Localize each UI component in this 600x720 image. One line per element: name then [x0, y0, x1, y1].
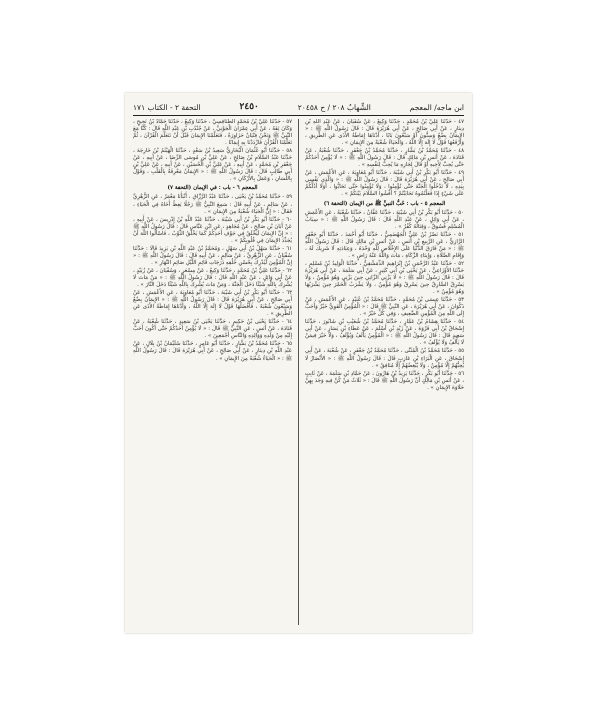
- hadith-paragraph: ٤٩ - حَدَّثَنَا أَبُو بَكْرِ بْنُ أَبِي شَيْبَةَ ، حَدَّثَنَا أَبُو مُعَاوِيَةَ ، عَنِ الأَعْمَشِ ، عَنْ أَبِي صَالِحٍ ، عَنْ أَبِي هُرَيْرَةَ قَالَ : قَالَ رَسُولُ اللَّهِ ﷺ : « وَالَّذِي نَفْسِي بِيَدِهِ ، لَا تَدْخُلُوا الْجَنَّةَ حَتَّى تُؤْمِنُوا ، وَلَا تُؤْمِنُوا حَتَّى تَحَابُّوا ، أَوَلَا أَدُلُّكُمْ عَلَى شَيْءٍ إِذَا فَعَلْتُمُوهُ تَحَابَبْتُمْ ؟ أَفْشُوا السَّلَامَ بَيْنَكُمْ » .: [305, 170, 464, 198]
- hadith-paragraph: ٦٢ - حَدَّثَنَا عَلِيُّ بْنُ مُحَمَّدٍ ، حَدَّثَنَا وَكِيعٌ ، عَنْ مِسْعَرٍ ، وَسُفْيَانَ ، عَنْ زُبَيْدٍ ، عَنْ أَبِي وَائِلٍ ، عَنْ عَبْدِ اللَّهِ قَالَ : قَالَ رَسُولُ اللَّهِ ﷺ : « مَنْ مَاتَ لَا يُشْرِكُ بِاللَّهِ شَيْئًا دَخَلَ الْجَنَّةَ ، وَمَنْ مَاتَ يُشْرِكُ بِاللَّهِ شَيْئًا دَخَلَ النَّارَ » .: [133, 267, 292, 289]
- hadith-paragraph: ٦٤ - حَدَّثَنَا يَحْيَى بْنُ حَكِيمٍ ، حَدَّثَنَا يَحْيَى بْنُ سَعِيدٍ ، حَدَّثَنَا شُعْبَةُ ، عَنْ قَتَادَةَ ، عَنْ أَنَسٍ ، عَنِ النَّبِيِّ ﷺ قَالَ : « لَا يُؤْمِنُ أَحَدُكُمْ حَتَّى أَكُونَ أَحَبَّ إِلَيْهِ مِنْ وَلَدِهِ وَوَالِدِهِ وَالنَّاسِ أَجْمَعِينَ » .: [133, 319, 292, 340]
- section-heading: المعجم ٥ - باب : حُبُّ النبيِّ ﷺ من الإيمان (التحفة ٦): [323, 200, 446, 207]
- page-number: ٢٤٥٠: [239, 102, 259, 112]
- book-page: [125, 93, 472, 633]
- hadith-paragraph: ٤٧ - حَدَّثَنَا عَلِيُّ بْنُ مُحَمَّدٍ ، حَدَّثَنَا وَكِيعٌ ، عَنْ سُفْيَانَ ، عَنْ عَبْدِ اللَّهِ بْنِ دِينَارٍ ، عَنْ أَبِي صَالِحٍ ، عَنْ أَبِي هُرَيْرَةَ قَالَ : قَالَ رَسُولُ اللَّهِ ﷺ : « الإِيمَانُ بِضْعٌ وَسِتُّونَ أَوْ سَبْعُونَ بَابًا ، أَدْنَاهَا إِمَاطَةُ الأَذَى عَنِ الطَّرِيقِ ، وَأَرْفَعُهَا قَوْلُ لَا إِلَهَ إِلَّا اللَّهُ ، وَالْحَيَاءُ شُعْبَةٌ مِنَ الإِيمَانِ » .: [305, 119, 464, 147]
- hadith-paragraph: ٥٠ - حَدَّثَنَا أَبُو بَكْرِ بْنُ أَبِي شَيْبَةَ ، حَدَّثَنَا عَفَّانُ ، حَدَّثَنَا شُعْبَةُ ، عَنِ الأَعْمَشِ ، عَنْ أَبِي وَائِلٍ ، عَنْ عَبْدِ اللَّهِ قَالَ : قَالَ رَسُولُ اللَّهِ ﷺ : « سِبَابُ الْمُسْلِمِ فُسُوقٌ ، وَقِتَالُهُ كُفْرٌ » .: [305, 209, 464, 230]
- hadith-paragraph: ٥١ - حَدَّثَنَا نَصْرُ بْنُ عَلِيٍّ الْجَهْضَمِيُّ ، حَدَّثَنَا أَبُو أَحْمَدَ ، حَدَّثَنَا أَبُو جَعْفَرٍ الرَّازِيُّ ، عَنِ الرَّبِيعِ بْنِ أَنَسٍ ، عَنْ أَنَسِ بْنِ مَالِكٍ قَالَ : قَالَ رَسُولُ اللَّهِ ﷺ : « مَنْ فَارَقَ الدُّنْيَا عَلَى الإِخْلَاصِ لِلَّهِ وَحْدَهُ ، وَعِبَادَتِهِ لَا شَرِيكَ لَهُ ، وَإِقَامِ الصَّلَاةِ ، وَإِيتَاءِ الزَّكَاةِ ، مَاتَ وَاللَّهُ عَنْهُ رَاضٍ » .: [305, 231, 464, 259]
- column-divider: [298, 119, 299, 625]
- text-columns: [133, 119, 464, 625]
- left-column: [133, 119, 292, 625]
- header-right-text: ابن ماجه/ المعجم: [409, 102, 464, 112]
- header-center-text: الشِّهابُ ٢٠٨ / ح ٢٠٤٥٨: [297, 102, 371, 112]
- hadith-paragraph: ٥٢ - حَدَّثَنَا عَبْدُ الرَّحْمَنِ بْنُ إِبْرَاهِيمَ الدِّمَشْقِيُّ ، حَدَّثَنَا الْوَلِيدُ بْنُ مُسْلِمٍ ، حَدَّثَنَا الأَوْزَاعِيُّ ، عَنْ يَحْيَى بْنِ أَبِي كَثِيرٍ ، عَنْ أَبِي سَلَمَةَ ، عَنْ أَبِي هُرَيْرَةَ قَالَ : قَالَ رَسُولُ اللَّهِ ﷺ : « لَا يَزْنِي الزَّانِي حِينَ يَزْنِي وَهُوَ مُؤْمِنٌ ، وَلَا يَسْرِقُ السَّارِقُ حِينَ يَسْرِقُ وَهُوَ مُؤْمِنٌ ، وَلَا يَشْرَبُ الْخَمْرَ حِينَ يَشْرَبُهَا وَهُوَ مُؤْمِنٌ » .: [305, 260, 464, 296]
- hadith-paragraph: ٥٧ - حَدَّثَنَا عَلِيُّ بْنُ مُحَمَّدٍ الطَّنَافِسِيُّ ، حَدَّثَنَا وَكِيعٌ ، حَدَّثَنَا حَمَّادُ بْنُ نَجِيحٍ ، وَكَانَ ثِقَةً ، عَنْ أَبِي عِمْرَانَ الْجَوْنِيِّ ، عَنْ جُنْدُبِ بْنِ عَبْدِ اللَّهِ قَالَ : كُنَّا مَعَ النَّبِيِّ ﷺ وَنَحْنُ فِتْيَانٌ حَزَاوِرَةٌ ، فَتَعَلَّمْنَا الإِيمَانَ قَبْلَ أَنْ نَتَعَلَّمَ الْقُرْآنَ ، ثُمَّ تَعَلَّمْنَا الْقُرْآنَ فَازْدَدْنَا بِهِ إِيمَانًا .: [133, 119, 292, 147]
- hadith-paragraph: ٥٩ - حَدَّثَنَا مُحَمَّدُ بْنُ يَحْيَى ، حَدَّثَنَا عَبْدُ الرَّزَّاقِ ، أَنْبَأَنَا مَعْمَرٌ ، عَنِ الزُّهْرِيِّ ، عَنْ سَالِمٍ ، عَنْ أَبِيهِ قَالَ : سَمِعَ النَّبِيُّ ﷺ رَجُلًا يَعِظُ أَخَاهُ فِي الْحَيَاءِ ، فَقَالَ : « إِنَّ الْحَيَاءَ شُعْبَةٌ مِنَ الإِيمَانِ » .: [133, 194, 292, 215]
- section-heading: المعجم ٦ - باب : في الإيمان (التحفة ٧): [167, 185, 258, 192]
- hadith-paragraph: ٥٦ - حَدَّثَنَا أَبُو بَكْرٍ ، حَدَّثَنَا يَزِيدُ بْنُ هَارُونَ ، عَنْ حَمَّادِ بْنِ سَلَمَةَ ، عَنْ ثَابِتٍ ، عَنْ أَنَسِ بْنِ مَالِكٍ أَنَّ رَسُولَ اللَّهِ ﷺ قَالَ : « ثَلَاثٌ مَنْ كُنَّ فِيهِ وَجَدَ بِهِنَّ حَلَاوَةَ الإِيمَانِ » .: [305, 370, 464, 391]
- hadith-paragraph: ٥٣ - حَدَّثَنَا عِيسَى بْنُ مُحَمَّدٍ ، حَدَّثَنَا مُحَمَّدُ بْنُ عُبَيْدٍ ، عَنِ الأَعْمَشِ ، عَنْ ذَكْوَانَ ، عَنْ أَبِي هُرَيْرَةَ ، عَنِ النَّبِيِّ ﷺ قَالَ : « الْمُؤْمِنُ الْقَوِيُّ خَيْرٌ وَأَحَبُّ إِلَى اللَّهِ مِنَ الْمُؤْمِنِ الضَّعِيفِ ، وَفِي كُلٍّ خَيْرٌ » .: [305, 297, 464, 318]
- page-header: [133, 99, 464, 116]
- hadith-paragraph: ٦٠ - حَدَّثَنَا أَبُو بَكْرِ بْنُ أَبِي شَيْبَةَ ، حَدَّثَنَا عَبْدُ اللَّهِ بْنُ إِدْرِيسَ ، عَنْ أَبِيهِ ، عَنْ أَبَانَ بْنِ صَالِحٍ ، عَنْ مُجَاهِدٍ ، عَنِ ابْنِ عَبَّاسٍ قَالَ : قَالَ رَسُولُ اللَّهِ ﷺ : « إِنَّ الإِيمَانَ لَيَخْلَقُ فِي جَوْفِ أَحَدِكُمْ كَمَا يَخْلَقُ الثَّوْبُ ، فَاسْأَلُوا اللَّهَ أَنْ يُجَدِّدَ الإِيمَانَ فِي قُلُوبِكُمْ » .: [133, 216, 292, 244]
- hadith-paragraph: ٥٨ - حَدَّثَنَا أَبُو عُثْمَانَ الْبُخَارِيُّ سَعِيدُ بْنُ سَعْدٍ ، حَدَّثَنَا الْهَيْثَمُ بْنُ خَارِجَةَ ، حَدَّثَنَا عَبْدُ السَّلَامِ بْنُ صَالِحٍ ، عَنْ عَلِيِّ بْنِ مُوسَى الرِّضَا ، عَنْ أَبِيهِ ، عَنْ جَعْفَرِ بْنِ مُحَمَّدٍ ، عَنْ أَبِيهِ ، عَنْ عَلِيِّ بْنِ الْحُسَيْنِ ، عَنْ أَبِيهِ ، عَنْ عَلِيِّ بْنِ أَبِي طَالِبٍ قَالَ : قَالَ رَسُولُ اللَّهِ ﷺ : « الإِيمَانُ مَعْرِفَةٌ بِالْقَلْبِ ، وَقَوْلٌ بِاللِّسَانِ ، وَعَمَلٌ بِالأَرْكَانِ » .: [133, 148, 292, 183]
- hadith-paragraph: ٦١ - حَدَّثَنَا سَهْلُ بْنُ أَبِي سَهْلٍ ، وَمُحَمَّدُ بْنُ عَبْدِ اللَّهِ بْنِ يَزِيدَ قَالَا : حَدَّثَنَا سُفْيَانُ ، عَنِ الزُّهْرِيِّ ، عَنْ سَالِمٍ ، عَنْ أَبِيهِ قَالَ : قَالَ رَسُولُ اللَّهِ ﷺ : « إِنَّ الْمُؤْمِنَ لَيُدْرِكُ بِحُسْنِ خُلُقِهِ دَرَجَاتِ قَائِمِ اللَّيْلِ صَائِمِ النَّهَارِ » .: [133, 245, 292, 266]
- hadith-paragraph: ٦٥ - حَدَّثَنَا مُحَمَّدُ بْنُ بَشَّارٍ ، حَدَّثَنَا أَبُو عَامِرٍ ، حَدَّثَنَا سُلَيْمَانُ بْنُ بِلَالٍ ، عَنْ عَبْدِ اللَّهِ بْنِ دِينَارٍ ، عَنْ أَبِي صَالِحٍ ، عَنْ أَبِي هُرَيْرَةَ قَالَ : قَالَ رَسُولُ اللَّهِ ﷺ : « الْحَيَاءُ شُعْبَةٌ مِنَ الإِيمَانِ » .: [133, 341, 292, 362]
- right-column: [305, 119, 464, 625]
- hadith-paragraph: ٥٤ - حَدَّثَنَا هِشَامُ بْنُ عَمَّارٍ ، حَدَّثَنَا مُحَمَّدُ بْنُ شُعَيْبِ بْنِ شَابُورَ ، حَدَّثَنَا إِسْحَاقُ بْنُ أَبِي فَرْوَةَ ، عَنْ زَيْدِ بْنِ أَسْلَمَ ، عَنْ عَطَاءِ بْنِ يَسَارٍ ، عَنْ أَبِي سَعِيدٍ قَالَ : قَالَ رَسُولُ اللَّهِ ﷺ : « الْمُؤْمِنُ يَأْلَفُ وَيُؤْلَفُ ، وَلَا خَيْرَ فِيمَنْ لَا يَأْلَفُ وَلَا يُؤْلَفُ » .: [305, 319, 464, 347]
- hadith-paragraph: ٤٨ - حَدَّثَنَا مُحَمَّدُ بْنُ بَشَّارٍ ، حَدَّثَنَا مُحَمَّدُ بْنُ جَعْفَرٍ ، حَدَّثَنَا شُعْبَةُ ، عَنْ قَتَادَةَ ، عَنْ أَنَسِ بْنِ مَالِكٍ قَالَ : قَالَ رَسُولُ اللَّهِ ﷺ : « لَا يُؤْمِنُ أَحَدُكُمْ حَتَّى يُحِبَّ لِأَخِيهِ أَوْ قَالَ لِجَارِهِ مَا يُحِبُّ لِنَفْسِهِ » .: [305, 148, 464, 169]
- hadith-paragraph: ٦٣ - حَدَّثَنَا أَبُو بَكْرِ بْنُ أَبِي شَيْبَةَ ، حَدَّثَنَا أَبُو مُعَاوِيَةَ ، عَنِ الأَعْمَشِ ، عَنْ أَبِي صَالِحٍ ، عَنْ أَبِي هُرَيْرَةَ قَالَ : قَالَ رَسُولُ اللَّهِ ﷺ : « الإِيمَانُ بِضْعٌ وَسَبْعُونَ شُعْبَةً ، فَأَفْضَلُهَا قَوْلُ لَا إِلَهَ إِلَّا اللَّهُ ، وَأَدْنَاهَا إِمَاطَةُ الأَذَى عَنِ الطَّرِيقِ » .: [133, 290, 292, 318]
- header-left-text: التحفة ٢ - الكتاب ١٧١: [133, 102, 201, 112]
- hadith-paragraph: ٥٥ - حَدَّثَنَا مُحَمَّدُ بْنُ الْمُثَنَّى ، حَدَّثَنَا مُحَمَّدُ بْنُ جَعْفَرٍ ، عَنْ شُعْبَةَ ، عَنْ أَبِي إِسْحَاقَ ، عَنِ الْبَرَاءِ بْنِ عَازِبٍ قَالَ : قَالَ رَسُولُ اللَّهِ ﷺ : « الأَنْصَارُ لَا يُحِبُّهُمْ إِلَّا مُؤْمِنٌ ، وَلَا يُبْغِضُهُمْ إِلَّا مُنَافِقٌ » .: [305, 348, 464, 369]
